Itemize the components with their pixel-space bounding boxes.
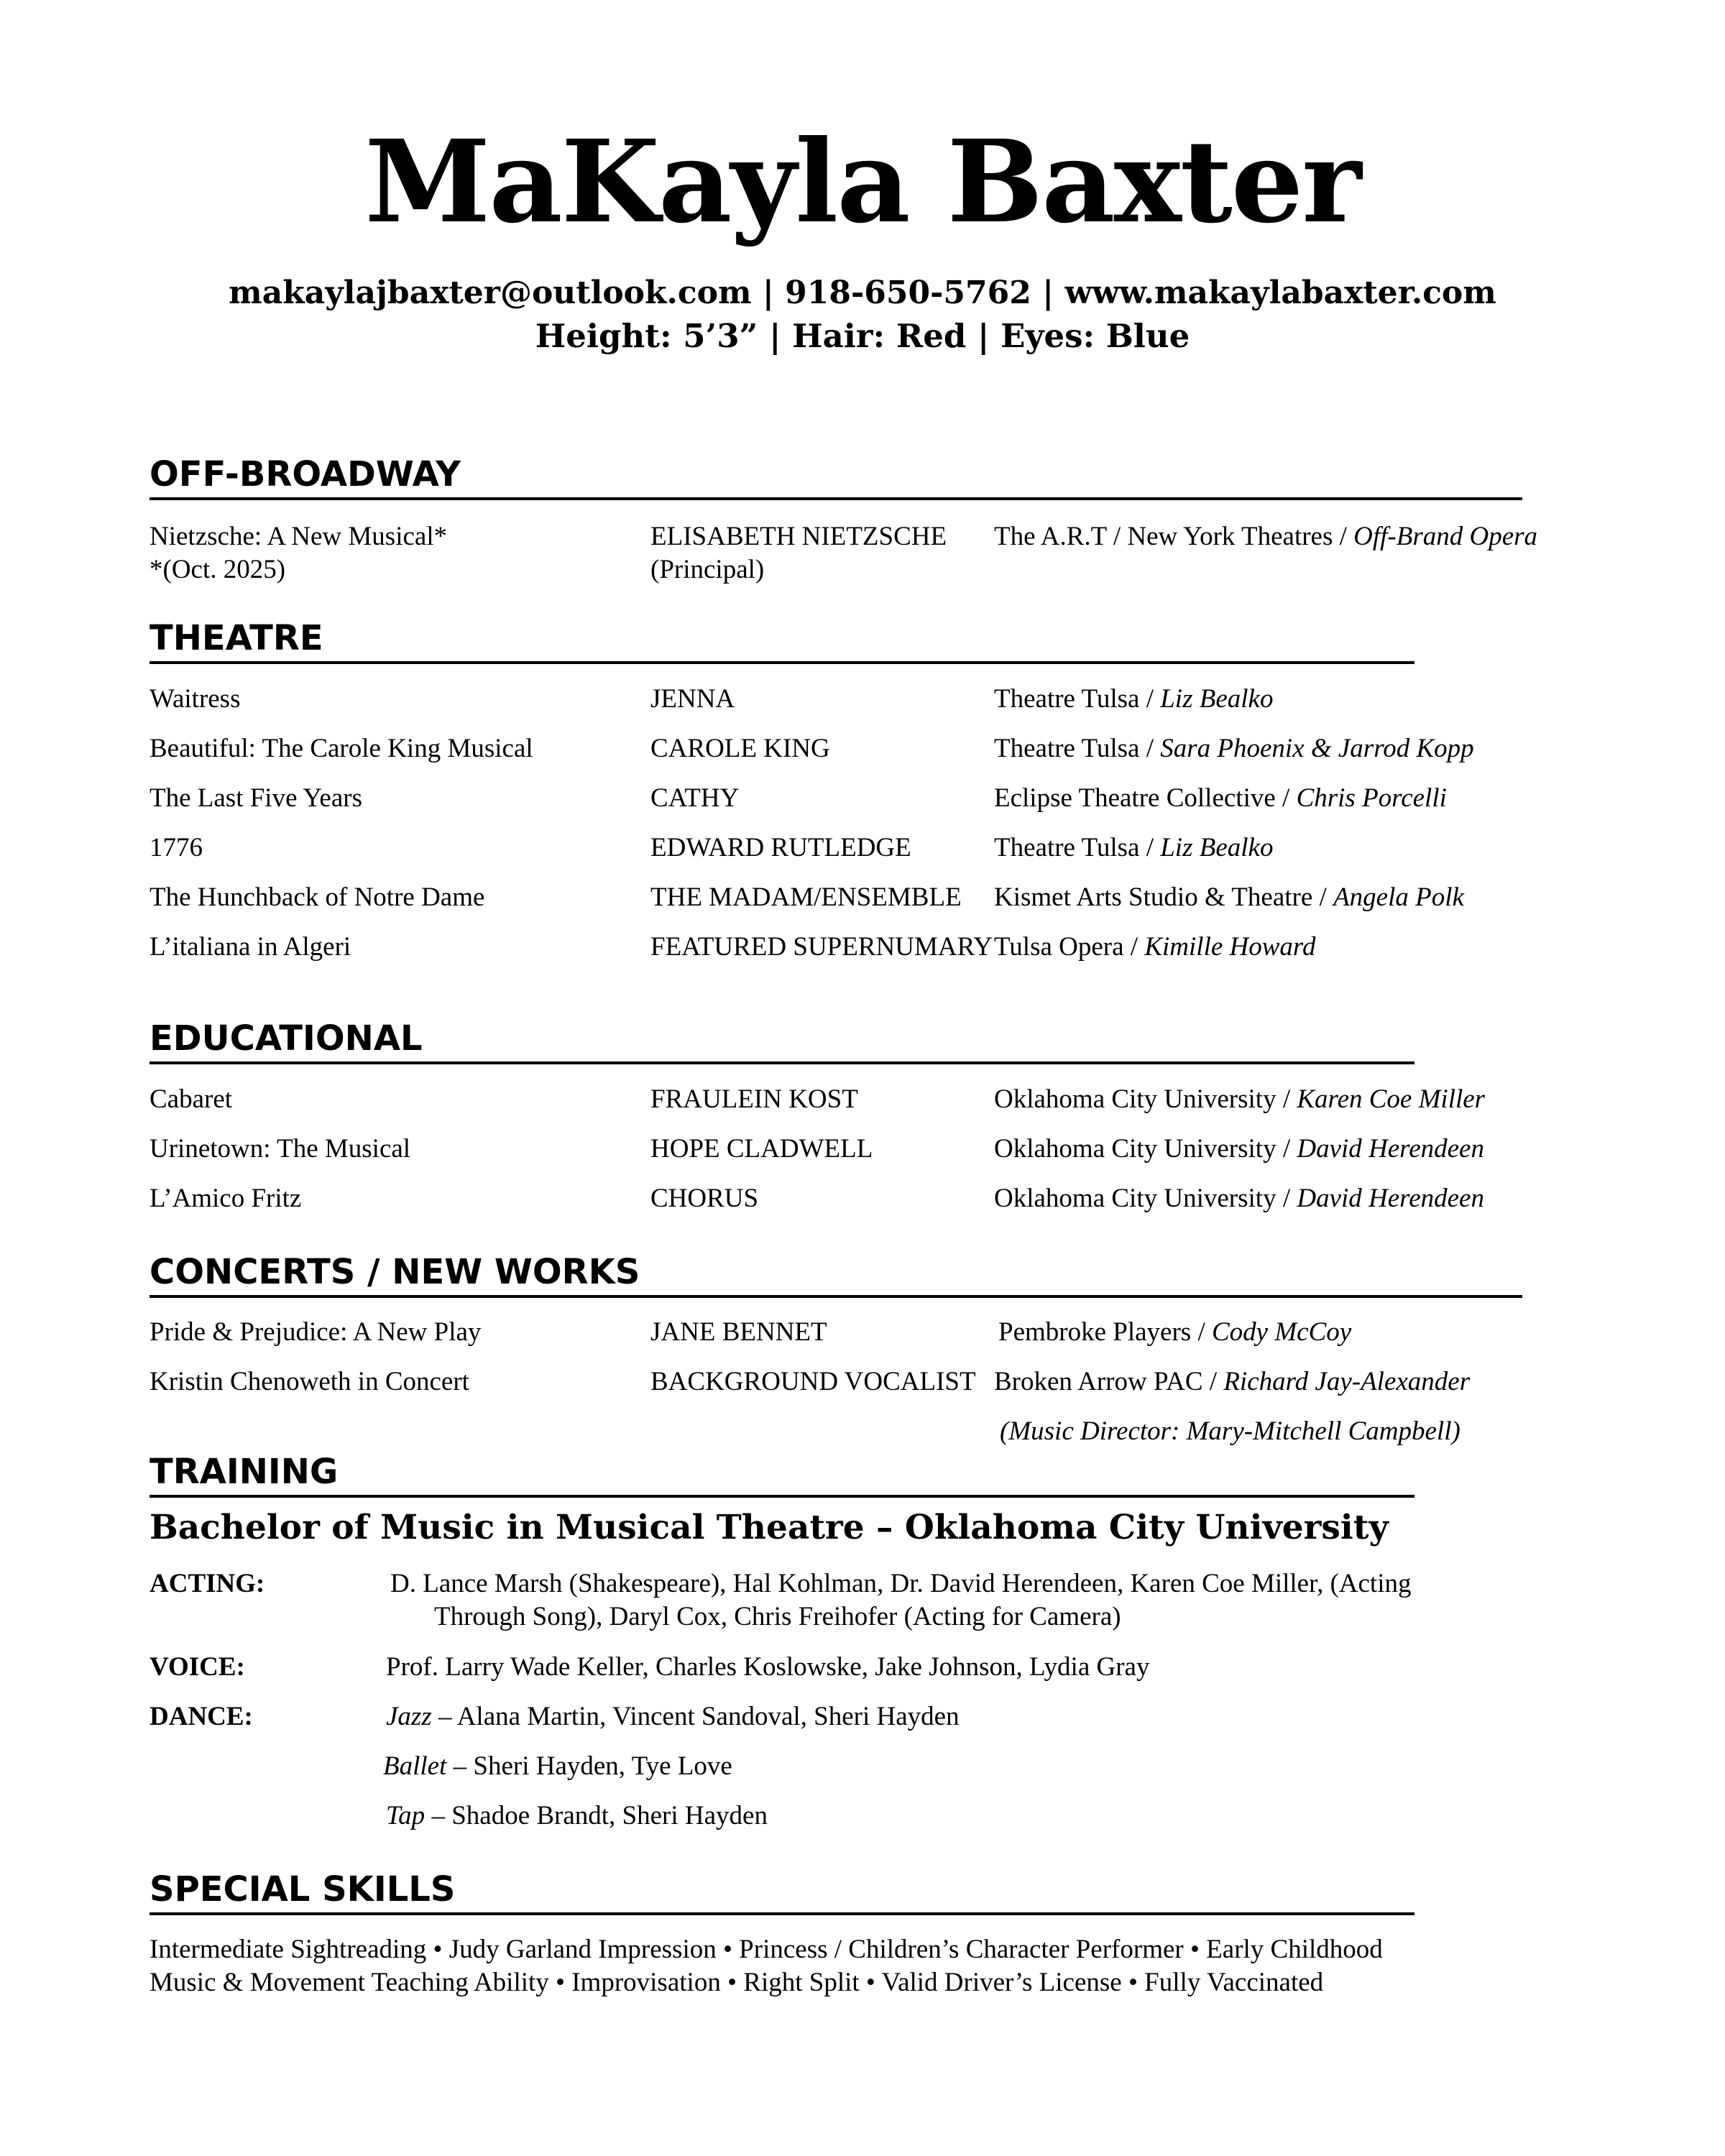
contact-line: makaylajbaxter@outlook.com | 918-650-5762 | www.makaylabaxter.com (229, 275, 1496, 311)
credit-row (150, 1182, 1659, 1218)
show-title: Urinetown: The Musical (150, 1134, 411, 1164)
credit-row (150, 881, 1659, 917)
show-title: Cabaret (150, 1084, 233, 1114)
music-director-note: (Music Director: Mary-Mitchell Campbell) (1000, 1416, 1460, 1446)
credit-row (150, 1133, 1659, 1169)
credit-row (150, 1083, 1659, 1119)
venue-director: Pembroke Players / Cody McCoy (998, 1317, 1352, 1347)
physical-stats-line: Height: 5’3” | Hair: Red | Eyes: Blue (535, 317, 1190, 355)
dance-ballet: Ballet – Sheri Hayden, Tye Love (383, 1751, 732, 1781)
section-title-special-skills: SPECIAL SKILLS (150, 1872, 1414, 1915)
dance-jazz: Jazz – Alana Martin, Vincent Sandoval, Sheri Hayden (386, 1702, 960, 1731)
section-title-educational: EDUCATIONAL (150, 1021, 1414, 1064)
role-name: HOPE CLADWELL (650, 1134, 873, 1164)
venue-director: Theatre Tulsa / Liz Bealko (994, 684, 1274, 714)
resume-name: MaKayla Baxter (364, 116, 1361, 249)
show-title: Beautiful: The Carole King Musical (150, 734, 533, 763)
degree-line: Bachelor of Music in Musical Theatre – Oklahoma City University (150, 1508, 1389, 1547)
show-title: The Hunchback of Notre Dame (150, 883, 485, 912)
show-title: Pride & Prejudice: A New Play (150, 1317, 482, 1347)
voice-label: VOICE: (150, 1652, 245, 1682)
role-name: CATHY (650, 783, 740, 813)
venue-director: Broken Arrow PAC / Richard Jay-Alexander (994, 1367, 1471, 1396)
contact-block (0, 272, 1725, 358)
role-name: EDWARD RUTLEDGE (650, 833, 911, 862)
credit-row (150, 683, 1659, 719)
venue-director: Oklahoma City University / Karen Coe Miller (994, 1084, 1486, 1114)
role-name: CAROLE KING (650, 734, 830, 763)
role-name: JANE BENNET (650, 1317, 827, 1347)
show-title: The Last Five Years (150, 783, 362, 813)
credit-row (150, 1365, 1659, 1401)
role-name: FEATURED SUPERNUMARY (650, 932, 993, 962)
credit-row (150, 732, 1659, 768)
dance-label: DANCE: (150, 1702, 253, 1731)
venue-director: Oklahoma City University / David Herendeen (994, 1134, 1484, 1164)
show-title: L’Amico Fritz (150, 1184, 302, 1213)
acting-teachers: D. Lance Marsh (Shakespeare), Hal Kohlman, Dr. David Herendeen, Karen Coe Miller, (Acting Through Song), Daryl Cox, Chris Freihofer (Acting for Camera) (390, 1569, 1412, 1631)
role-name: FRAULEIN KOST (650, 1084, 858, 1114)
voice-teachers: Prof. Larry Wade Keller, Charles Koslowske, Jake Johnson, Lydia Gray (386, 1652, 1150, 1682)
venue-director: Tulsa Opera / Kimille Howard (994, 932, 1316, 962)
credit-row (150, 520, 1659, 589)
show-title: L’italiana in Algeri (150, 932, 351, 962)
section-title-concerts: CONCERTS / NEW WORKS (150, 1255, 1522, 1298)
role-name: ELISABETH NIETZSCHE (Principal) (650, 522, 947, 584)
role-name: CHORUS (650, 1184, 759, 1213)
credit-row (150, 1316, 1659, 1352)
show-title: Nietzsche: A New Musical* *(Oct. 2025) (150, 522, 448, 584)
show-title: Waitress (150, 684, 241, 714)
special-skills-list: Intermediate Sightreading • Judy Garland Impression • Princess / Children’s Character Performer • Early Childhood Music & Movement Teaching Ability • Improvisation • Right Split • Valid Driver’s License • Fully Vaccinated (150, 1935, 1383, 1997)
section-title-training: TRAINING (150, 1455, 1414, 1498)
dance-tap: Tap – Shadoe Brandt, Sheri Hayden (386, 1801, 768, 1830)
credit-row (150, 782, 1659, 818)
show-title: 1776 (150, 833, 203, 862)
show-title: Kristin Chenoweth in Concert (150, 1367, 469, 1396)
credit-note-row (150, 1415, 1659, 1451)
credit-row (150, 831, 1659, 867)
credit-row (150, 931, 1659, 967)
acting-label: ACTING: (150, 1569, 265, 1598)
venue-director: Kismet Arts Studio & Theatre / Angela Polk (994, 883, 1464, 912)
role-name: JENNA (650, 684, 735, 714)
venue-director: Oklahoma City University / David Herendeen (994, 1184, 1484, 1213)
role-name: BACKGROUND VOCALIST (650, 1367, 976, 1396)
venue-director: Theatre Tulsa / Liz Bealko (994, 833, 1274, 862)
venue-director: Eclipse Theatre Collective / Chris Porcelli (994, 783, 1447, 813)
venue-director: Theatre Tulsa / Sara Phoenix & Jarrod Kopp (994, 734, 1474, 763)
role-name: THE MADAM/ENSEMBLE (650, 883, 962, 912)
venue-director: The A.R.T / New York Theatres / Off-Brand Opera (994, 522, 1538, 551)
section-title-theatre: THEATRE (150, 621, 1414, 664)
section-title-off-broadway: OFF-BROADWAY (150, 457, 1522, 500)
